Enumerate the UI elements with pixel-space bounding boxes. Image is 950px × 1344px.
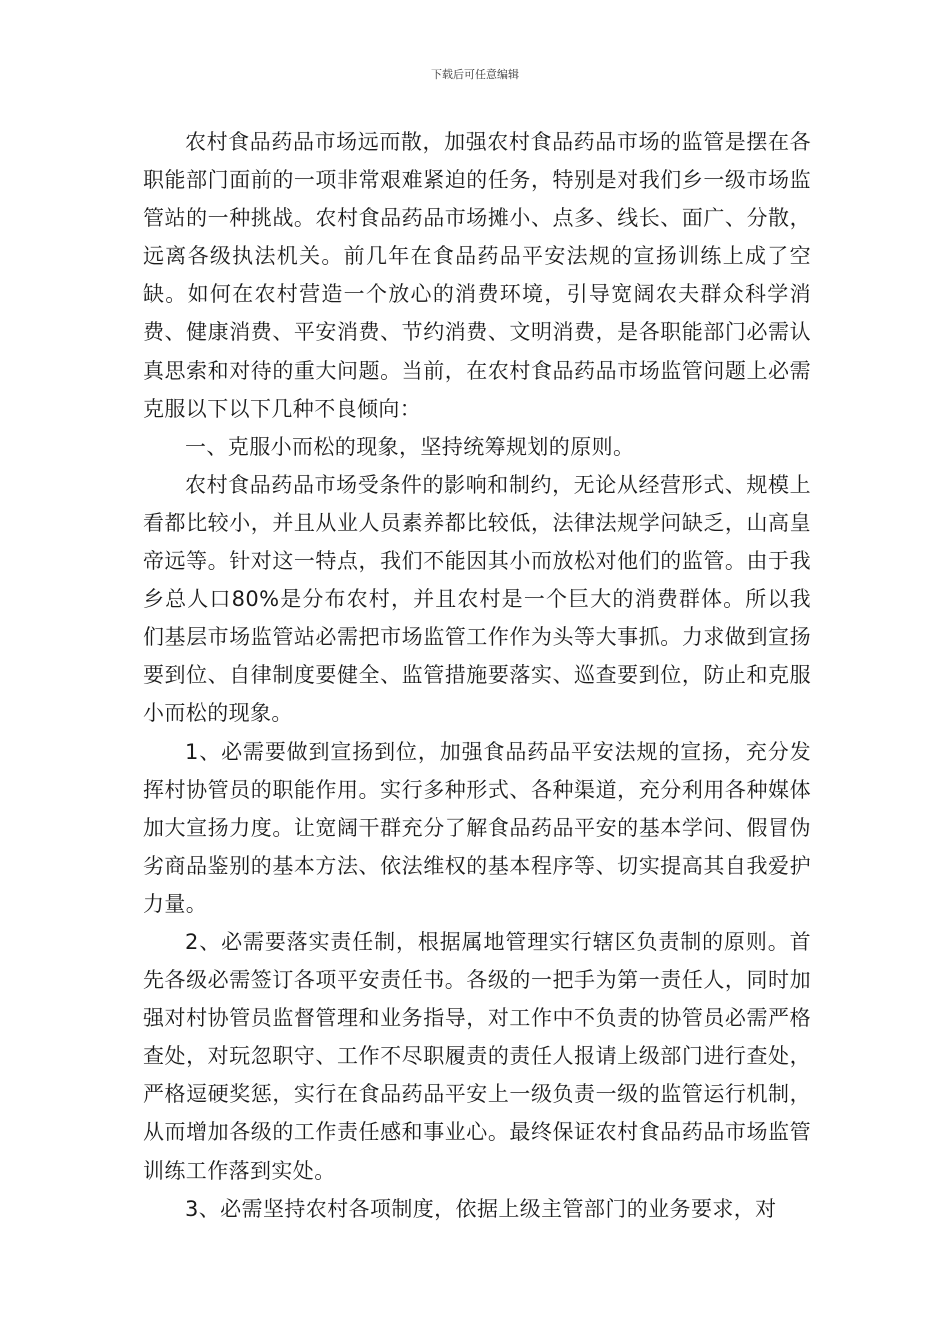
paragraph-intro: 农村食品药品市场远而散，加强农村食品药品市场的监管是摆在各职能部门面前的一项非常艰难紧迫的任务，特别是对我们乡一级市场监管站的一种挑战。农村食品药品市场摊小、点多、线长、面广、分散，远离各级执法机关。前几年在食品药品平安法规的宣扬训练上成了空缺。如何在农村营造一个放心的消费环境，引导宽阔农夫群众科学消费、健康消费、平安消费、节约消费、文明消费，是各职能部门必需认真思索和对待的重大问题。当前，在农村食品药品市场监管问题上必需克服以下以下几种不良倾向： <box>143 130 811 421</box>
paragraph-section-heading-1: 一、克服小而松的现象，坚持统筹规划的原则。 <box>185 434 635 459</box>
paragraph-item-3: 3、必需坚持农村各项制度，依据上级主管部门的业务要求，对 <box>185 1196 777 1221</box>
page-header: 下载后可任意编辑 <box>431 68 519 81</box>
paragraph-item-2: 2、必需要落实责任制，根据属地管理实行辖区负责制的原则。首先各级必需签订各项平安责任书。各级的一把手为第一责任人，同时加强对村协管员监督管理和业务指导，对工作中不负责的协管员必需严格查处，对玩忽职守、工作不尽职履责的责任人报请上级部门进行查处，严格逗硬奖惩，实行在食品药品平安上一级负责一级的监管运行机制，从而增加各级的工作责任感和事业心。最终保证农村食品药品市场监管训练工作落到实处。 <box>143 929 811 1183</box>
paragraph-section-1-body: 农村食品药品市场受条件的影响和制约，无论从经营形式、规模上看都比较小，并且从业人员素养都比较低，法律法规学问缺乏，山高皇帝远等。针对这一特点，我们不能因其小而放松对他们的监管。由于我乡总人口80%是分布农村，并且农村是一个巨大的消费群体。所以我们基层市场监管站必需把市场监管工作作为头等大事抓。力求做到宣扬要到位、自律制度要健全、监管措施要落实、巡查要到位，防止和克服小而松的现象。 <box>143 472 811 726</box>
paragraph-item-1: 1、必需要做到宣扬到位，加强食品药品平安法规的宣扬，充分发挥村协管员的职能作用。实行多种形式、各种渠道，充分利用各种媒体加大宣扬力度。让宽阔干群充分了解食品药品平安的基本学问、假冒伪劣商品鉴别的基本方法、依法维权的基本程序等、切实提高其自我爱护力量。 <box>143 739 811 916</box>
document-body <box>143 123 811 1228</box>
